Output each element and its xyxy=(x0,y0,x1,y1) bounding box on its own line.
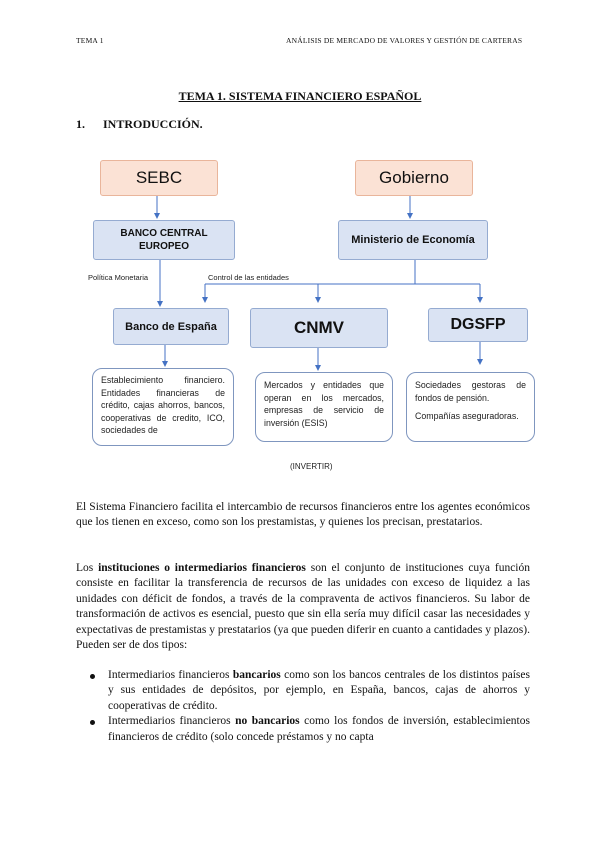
bullet-2-rest: como los fondos de inversión, establecimientos financieros de crédito (solo concede préstamos y no capta xyxy=(108,715,530,743)
banco-espana-desc-box xyxy=(92,368,234,446)
control-entidades-label: Control de las entidades xyxy=(208,273,289,282)
banco-espana-box xyxy=(113,308,229,345)
dgsfp-desc-1: Sociedades gestoras de fondos de pensión. xyxy=(415,380,526,403)
dgsfp-box xyxy=(428,308,528,342)
header-left: TEMA 1 xyxy=(76,36,104,45)
dgsfp-label: DGSFP xyxy=(450,316,506,333)
ministerio-label: Ministerio de Economía xyxy=(351,234,475,246)
section-number: 1. xyxy=(76,117,85,131)
bce-box xyxy=(93,220,235,260)
politica-monetaria-label: Política Monetaria xyxy=(88,273,149,282)
bullet-1-bold: bancarios xyxy=(232,669,281,681)
invertir-label: (INVERTIR) xyxy=(290,462,333,471)
dgsfp-desc-2: Compañías aseguradoras. xyxy=(415,411,519,422)
cnmv-label: CNMV xyxy=(293,318,345,337)
sebc-box xyxy=(100,160,218,196)
paragraph-2-lead: Los xyxy=(76,562,99,574)
banco-espana-desc: Establecimiento financiero. Entidades financieras de crédito, cajas ahorros, bancos, cooperativas de credito, ICO, sociedades de xyxy=(101,375,225,436)
bullet-list xyxy=(76,668,530,745)
section-title: INTRODUCCIÓN. xyxy=(103,117,203,131)
bullet-2-lead: Intermediarios financieros xyxy=(108,715,236,728)
header-right: ANÁLISIS DE MERCADO DE VALORES Y GESTIÓN DE CARTERAS xyxy=(286,36,523,45)
sebc-label: SEBC xyxy=(135,168,183,187)
paragraph-2-bold: instituciones o intermediarios financieros xyxy=(98,562,306,574)
bullet-1-lead: Intermediarios financieros xyxy=(108,669,233,681)
bullet-2-bold: no bancarios xyxy=(235,715,300,728)
gobierno-box xyxy=(355,160,473,196)
dgsfp-desc-box xyxy=(406,372,535,442)
paragraph-2-rest: son el conjunto de instituciones cuya función consiste en facilitar la transferencia de recursos de las unidades con exceso de liquidez a las unidades con déficit de fondos, a través de la compraventa de activos financieros. Su labor de transformación de activos es esencial, puesto que sin ella sería muy difícil casar las necesidades y expectativas de prestamistas y prestatarios (ya que pueden diferir en cuanto a cantidades y plazos). Pueden ser de dos tipos: xyxy=(76,562,530,652)
page-title: TEMA 1. SISTEMA FINANCIERO ESPAÑOL xyxy=(178,89,422,103)
bullet-item-bancarios xyxy=(76,668,530,714)
bullet-item-no-bancarios xyxy=(76,714,530,745)
bullet-1-rest: como son los bancos centrales de los distintos países y sus entidades de depósitos, por ejemplo, en España, bancos, cajas de ahorros y cooperativas de crédito. xyxy=(108,669,530,712)
paragraph-2 xyxy=(76,561,530,653)
bce-label-line2: EUROPEO xyxy=(138,241,189,252)
cnmv-desc-box xyxy=(255,372,393,442)
bce-label-line1: BANCO CENTRAL xyxy=(120,228,208,239)
cnmv-box xyxy=(250,308,388,348)
paragraph-1: El Sistema Financiero facilita el intercambio de recursos financieros entre los agentes económicos que los tienen en exceso, como son los prestamistas, y quienes los precisan, prestatarios. xyxy=(76,501,530,529)
ministerio-box xyxy=(338,220,488,260)
banco-espana-label: Banco de España xyxy=(125,320,217,333)
gobierno-label: Gobierno xyxy=(379,168,449,187)
cnmv-desc: Mercados y entidades que operan en los mercados, empresas de servicio de inversión (ESIS) xyxy=(264,380,384,428)
